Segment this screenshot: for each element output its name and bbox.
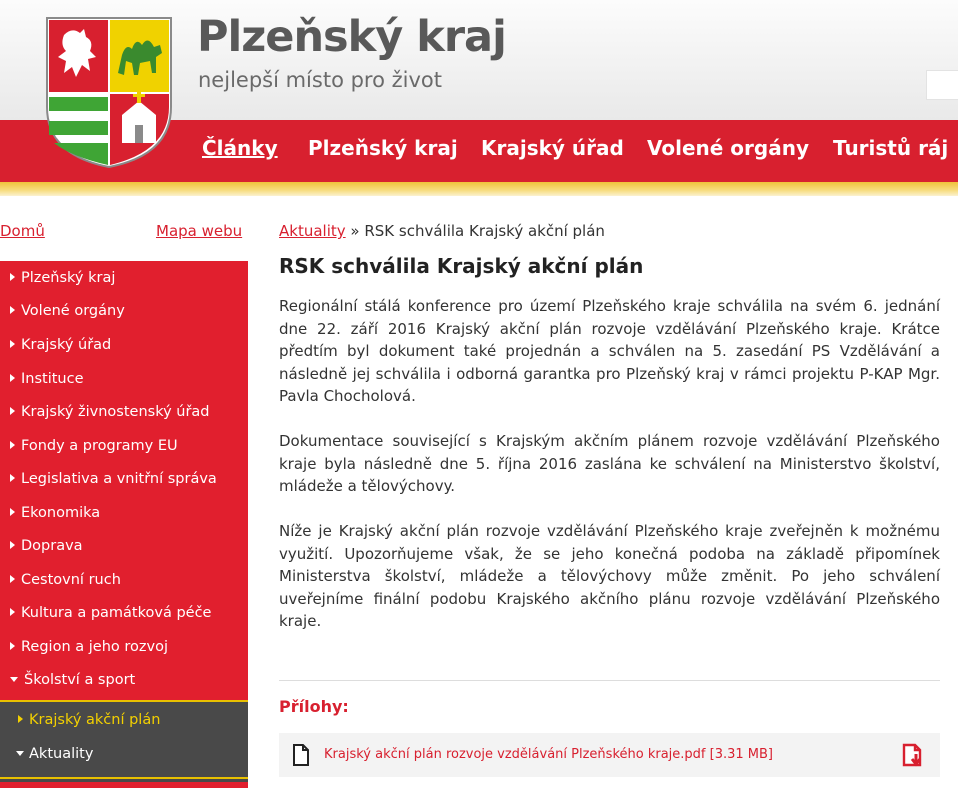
sidebar-item-skolstvi[interactable]: Školství a sport	[10, 672, 135, 688]
triangle-right-icon	[10, 407, 15, 415]
sidebar-item-kultura[interactable]: Kultura a památková péče	[10, 605, 211, 621]
sidebar-item-plzensky-kraj[interactable]: Plzeňský kraj	[10, 270, 115, 286]
sidebar-subitem-krajsky-akcni-plan[interactable]: Krajský akční plán	[18, 712, 160, 728]
sidebar-top-links	[0, 222, 248, 244]
attachment-row[interactable]	[279, 733, 940, 777]
triangle-right-icon	[10, 541, 15, 549]
breadcrumb-separator: »	[345, 222, 365, 240]
sidebar-item-instituce[interactable]: Instituce	[10, 371, 84, 387]
triangle-right-icon	[10, 273, 15, 281]
article-body	[279, 295, 940, 633]
triangle-right-icon	[10, 340, 15, 348]
document-icon	[292, 744, 310, 766]
pdf-download-icon[interactable]	[901, 743, 927, 769]
breadcrumb-link-aktuality[interactable]: Aktuality	[279, 222, 346, 240]
triangle-right-icon	[10, 374, 15, 382]
nav-stripe	[0, 182, 958, 196]
triangle-right-icon	[10, 474, 15, 482]
home-link[interactable]: Domů	[0, 222, 45, 240]
content-divider	[279, 680, 940, 681]
sidebar-item-region[interactable]: Region a jeho rozvoj	[10, 639, 168, 655]
sitemap-link[interactable]: Mapa webu	[156, 222, 243, 240]
triangle-right-icon	[10, 441, 15, 449]
article-paragraph: Regionální stálá konference pro území Plzeňského kraje schválila na svém 6. jednání dne 22. září 2016 Krajský akční plán rozvoje vzdělávání Plzeňského kraje. Krátce předtím byl dokument také projednán a schválen na 5. zasedání PS Vzdělávání a následně jej schválila i odborná garantka pro Plzeňský kraj v rámci projektu P-KAP Mgr. Pavla Chocholová.	[279, 297, 940, 405]
sidebar-subitem-aktuality[interactable]: Aktuality	[16, 746, 93, 762]
attachment-link[interactable]: Krajský akční plán rozvoje vzdělávání Plzeňského kraje.pdf [3.31 MB]	[324, 747, 773, 762]
triangle-down-icon	[10, 677, 18, 682]
sidebar-item-volene-organy[interactable]: Volené orgány	[10, 303, 125, 319]
site-slogan: nejlepší místo pro život	[198, 68, 442, 92]
triangle-right-icon	[10, 642, 15, 650]
sidebar-item-krajsky-urad[interactable]: Krajský úřad	[10, 337, 111, 353]
nav-item-krajsky-urad[interactable]: Krajský úřad	[481, 136, 624, 160]
breadcrumb	[279, 222, 940, 244]
main-content	[279, 222, 940, 633]
breadcrumb-current: RSK schválila Krajský akční plán	[364, 222, 605, 240]
triangle-down-icon	[16, 751, 24, 756]
nav-item-plzensky-kraj[interactable]: Plzeňský kraj	[308, 136, 458, 160]
attachments-heading: Přílohy:	[279, 697, 349, 716]
nav-item-clanky[interactable]: Články	[202, 136, 278, 160]
sidebar-item-cestovni-ruch[interactable]: Cestovní ruch	[10, 572, 121, 588]
triangle-right-icon	[10, 608, 15, 616]
sidebar-item-doprava[interactable]: Doprava	[10, 538, 83, 554]
nav-item-volene-organy[interactable]: Volené orgány	[647, 136, 810, 160]
nav-item-turistu-raj[interactable]: Turistů ráj	[833, 136, 949, 160]
sidebar-item-zivnostensky-urad[interactable]: Krajský živnostenský úřad	[10, 404, 210, 420]
triangle-right-icon	[10, 575, 15, 583]
sidebar-item-legislativa[interactable]: Legislativa a vnitřní správa	[10, 471, 217, 487]
sidebar-item-fondy-eu[interactable]: Fondy a programy EU	[10, 438, 178, 454]
triangle-right-icon	[18, 715, 23, 723]
triangle-right-icon	[10, 508, 15, 516]
site-title[interactable]: Plzeňský kraj	[197, 12, 506, 62]
sidebar-item-ekonomika[interactable]: Ekonomika	[10, 505, 100, 521]
triangle-right-icon	[10, 306, 15, 314]
page-title: RSK schválila Krajský akční plán	[279, 254, 644, 278]
search-input[interactable]	[926, 70, 958, 100]
submenu-bottom-line	[0, 777, 248, 779]
article-paragraph: Dokumentace související s Krajským akčním plánem rozvoje vzdělávání Plzeňského kraje byla následně dne 5. října 2016 zaslána ke schválení na Ministerstvo školství, mládeže a tělovýchovy.	[279, 432, 940, 495]
article-paragraph: Níže je Krajský akční plán rozvoje vzdělávání Plzeňského kraje zveřejněn k možnému využití. Upozorňujeme však, že se jeho konečná podoba na základě připomínek Ministerstva školství, mládeže a tělovýchovy může změnit. Po jeho schválení uveřejníme finální podobu Krajského akčního plánu rozvoje vzdělávání Plzeňského kraje.	[279, 522, 940, 630]
coat-of-arms-logo[interactable]	[44, 15, 174, 170]
